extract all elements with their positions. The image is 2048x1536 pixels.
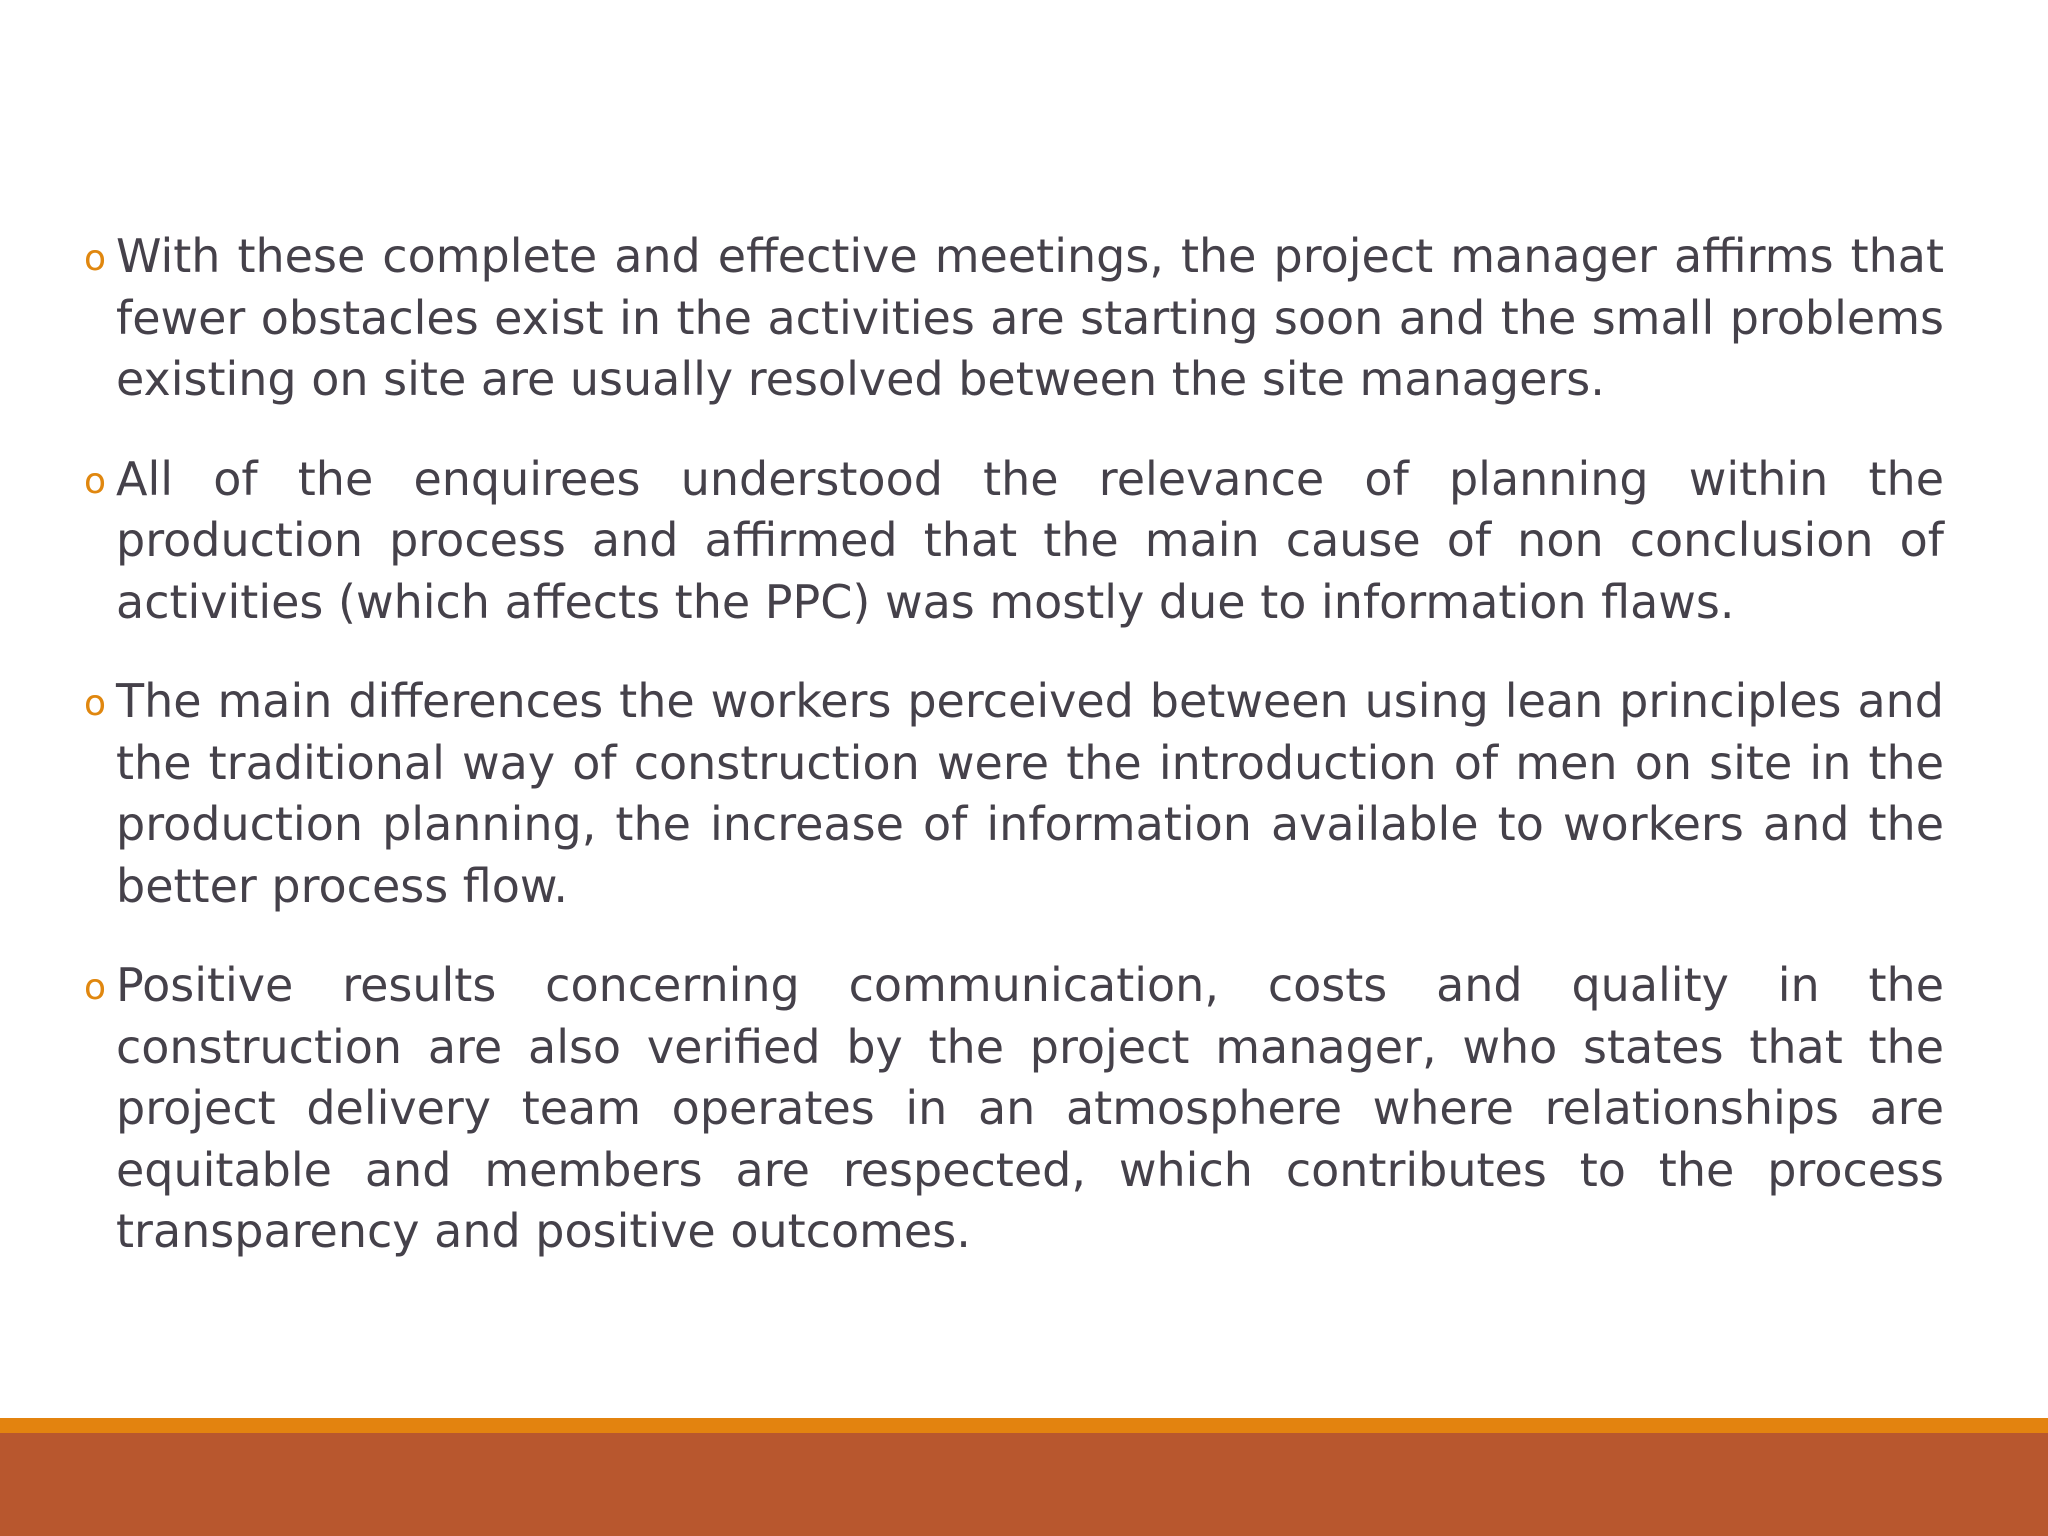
bullet-marker-icon: o: [84, 683, 107, 724]
bullet-item: [84, 226, 1944, 411]
footer-accent-line: [0, 1418, 2048, 1433]
bullet-item: [84, 671, 1944, 917]
bullet-marker-icon: o: [84, 238, 107, 279]
bullet-marker-icon: o: [84, 460, 107, 502]
bullet-text: All of the enquirees understood the relevance of planning within the production process and affirmed that the main cause of non conclusion of activities (which affects the PPC) was mostly due to information flaws.: [116, 451, 1944, 629]
bullet-item: [84, 955, 1944, 1263]
bullet-text: The main differences the workers perceived between using lean principles and the traditional way of construction were the introduction of men on site in the production planning, the increase of information available to workers and the better process flow.: [116, 674, 1944, 913]
bullet-item: [84, 449, 1944, 634]
bullet-marker-icon: o: [84, 967, 107, 1008]
bullet-text: With these complete and effective meetings, the project manager affirms that fewer obstacles exist in the activities are starting soon and the small problems existing on site are usually resolved between the site managers.: [116, 229, 1944, 406]
footer-band: [0, 1433, 2048, 1536]
slide-content: [84, 226, 1944, 1301]
bullet-text: Positive results concerning communication, costs and quality in the construction are also verified by the project manager, who states that the project delivery team operates in an atmosphere where relationships are equitable and members are respected, which contributes to the process transparency and positive outcomes.: [116, 958, 1944, 1258]
